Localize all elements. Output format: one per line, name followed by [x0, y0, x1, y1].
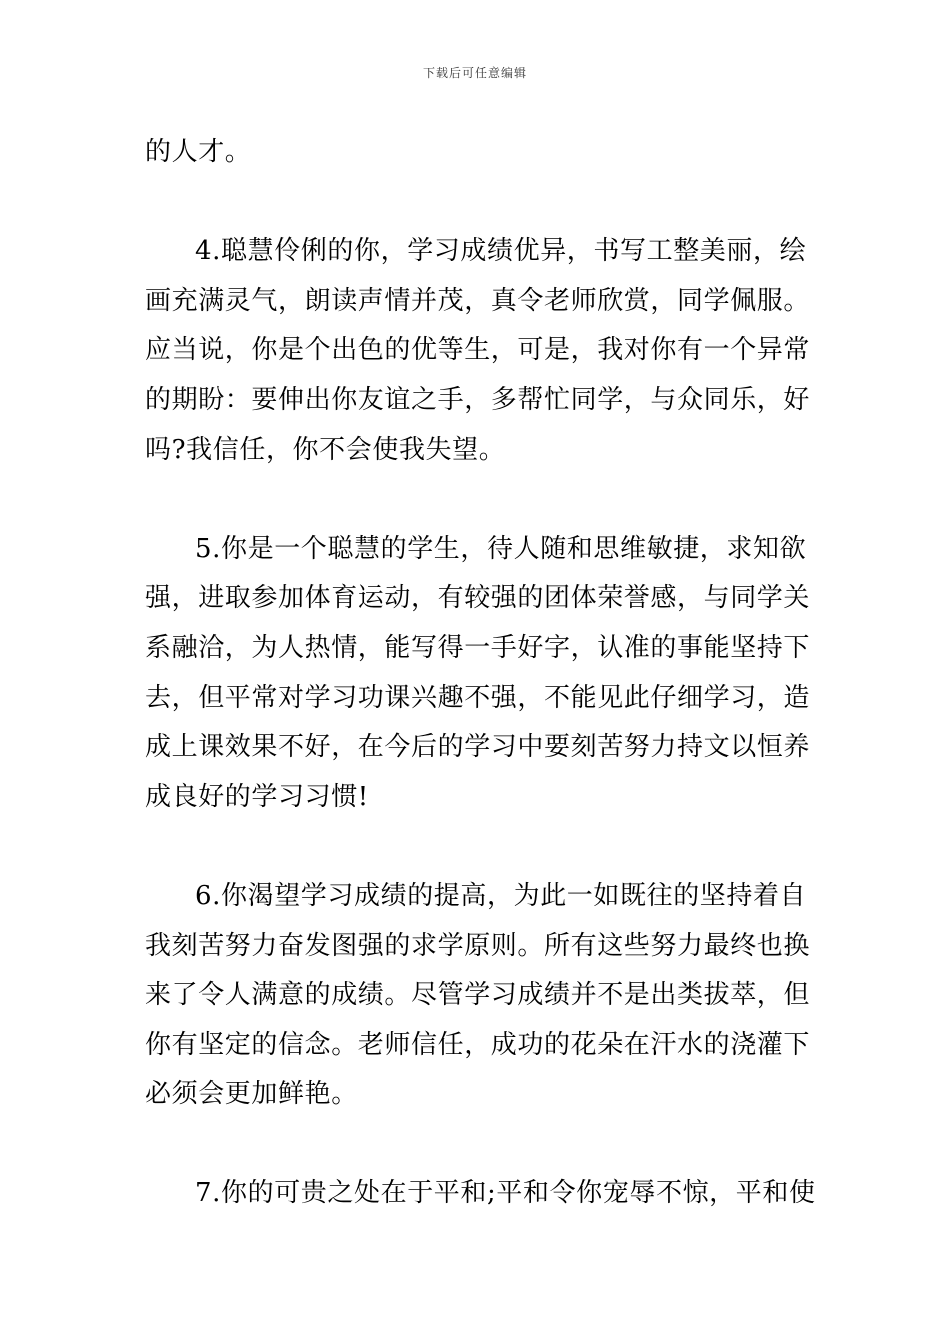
text-line: 来了令人满意的成绩。尽管学习成绩并不是出类拔萃，但 [145, 980, 811, 1011]
paragraph-gap [145, 822, 810, 872]
text-line: 6.你渴望学习成绩的提高，为此一如既往的坚持着自 [195, 880, 807, 911]
text-line: 应当说，你是个出色的优等生，可是，我对你有一个异常 [145, 335, 811, 366]
text-line: 4.聪慧伶俐的你，学习成绩优异，书写工整美丽，绘 [195, 236, 807, 267]
paragraph-gap [145, 475, 810, 525]
text-line: 成良好的学习习惯! [145, 781, 369, 812]
document-body [145, 128, 816, 1219]
text-line: 去，但平常对学习功课兴趣不强，不能见此仔细学习，造 [145, 682, 811, 713]
text-line: 7.你的可贵之处在于平和;平和令你宠辱不惊，平和使 [195, 1178, 816, 1209]
paragraph-gap [145, 178, 810, 228]
text-line: 系融洽，为人热情，能写得一手好字，认准的事能坚持下 [145, 632, 811, 663]
text-line: 强，进取参加体育运动，有较强的团体荣誉感，与同学关 [145, 583, 811, 614]
text-line: 画充满灵气，朗读声情并茂，真令老师欣赏，同学佩服。 [145, 285, 811, 316]
text-line: 必须会更加鲜艳。 [145, 1079, 358, 1110]
text-line: 的人才。 [145, 137, 252, 167]
paragraph-item-7 [145, 1169, 816, 1219]
paragraph-item-4 [145, 227, 810, 475]
paragraph-item-6 [145, 872, 810, 1120]
text-line: 成上课效果不好，在今后的学习中要刻苦努力持文以恒养 [145, 732, 811, 763]
text-line: 我刻苦努力奋发图强的求学原则。所有这些努力最终也换 [145, 930, 811, 961]
text-line: 5.你是一个聪慧的学生，待人随和思维敏捷，求知欲 [195, 533, 807, 564]
paragraph-gap [145, 1120, 810, 1170]
page-header: 下载后可任意编辑 [422, 66, 527, 80]
paragraph-item-5 [145, 525, 810, 823]
text-line: 的期盼：要伸出你友谊之手，多帮忙同学，与众同乐，好 [145, 384, 811, 415]
paragraph-continuation [145, 128, 810, 178]
text-line: 吗?我信任，你不会使我失望。 [145, 434, 506, 465]
text-line: 你有坚定的信念。老师信任，成功的花朵在汗水的浇灌下 [145, 1029, 811, 1060]
